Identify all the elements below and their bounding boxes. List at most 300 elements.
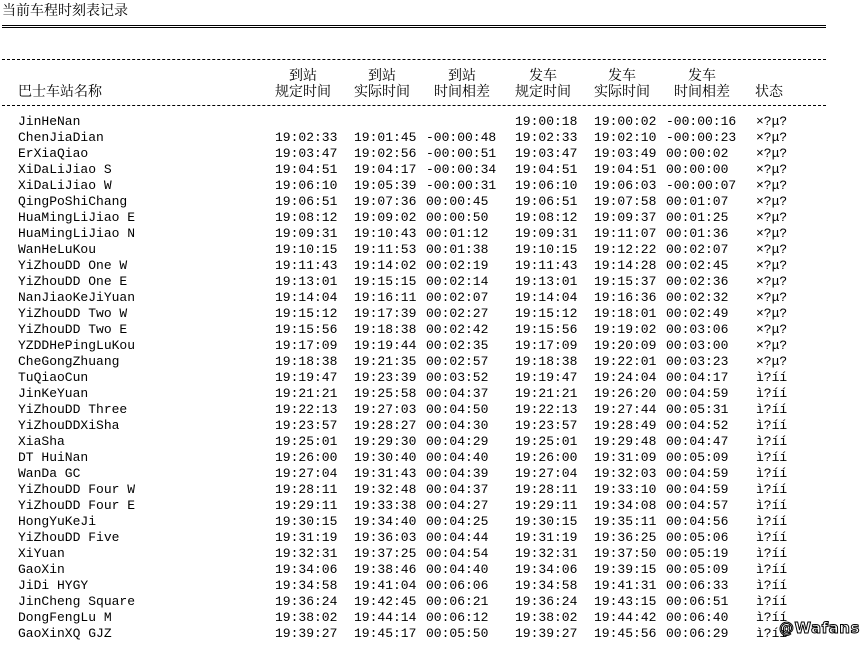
cell-arrival-actual: 19:28:27: [354, 418, 417, 433]
cell-departure-planned: 19:15:56: [515, 322, 578, 337]
cell-status: ì?íí: [756, 370, 788, 385]
cell-arrival-actual: 19:38:46: [354, 562, 417, 577]
cell-arrival-planned: 19:21:21: [275, 386, 338, 401]
cell-departure-diff: 00:06:51: [666, 594, 729, 609]
cell-departure-diff: 00:04:59: [666, 386, 729, 401]
cell-station-name: JinCheng Square: [18, 594, 136, 609]
cell-departure-planned: 19:14:04: [515, 290, 578, 305]
cell-departure-actual: 19:26:20: [594, 386, 657, 401]
cell-station-name: YiZhouDD Three: [18, 402, 128, 417]
cell-station-name: ChenJiaDian: [18, 130, 104, 145]
cell-departure-diff: 00:04:17: [666, 370, 729, 385]
cell-departure-actual: 19:02:10: [594, 130, 657, 145]
cell-arrival-actual: 19:36:03: [354, 530, 417, 545]
cell-arrival-planned: 19:06:10: [275, 178, 338, 193]
cell-arrival-actual: 19:15:15: [354, 274, 417, 289]
cell-status: ×?μ?: [756, 274, 788, 289]
cell-arrival-planned: 19:30:15: [275, 514, 338, 529]
cell-arrival-planned: 19:23:57: [275, 418, 338, 433]
table-row: [0, 114, 866, 130]
cell-arrival-planned: 19:10:15: [275, 242, 338, 257]
cell-arrival-planned: 19:13:01: [275, 274, 338, 289]
cell-arrival-planned: 19:27:04: [275, 466, 338, 481]
cell-arrival-planned: 19:19:47: [275, 370, 338, 385]
cell-departure-planned: 19:25:01: [515, 434, 578, 449]
cell-departure-planned: 19:23:57: [515, 418, 578, 433]
cell-status: ì?íí: [756, 482, 788, 497]
cell-station-name: CheGongZhuang: [18, 354, 120, 369]
cell-status: ×?μ?: [756, 210, 788, 225]
cell-departure-planned: 19:02:33: [515, 130, 578, 145]
cell-arrival-diff: 00:02:27: [426, 306, 489, 321]
table-row: [0, 466, 866, 482]
cell-departure-actual: 19:11:07: [594, 226, 657, 241]
cell-arrival-diff: 00:00:45: [426, 194, 489, 209]
cell-status: ×?μ?: [756, 226, 788, 241]
cell-departure-planned: 19:13:01: [515, 274, 578, 289]
table-row: [0, 514, 866, 530]
cell-station-name: YiZhouDD One E: [18, 274, 128, 289]
column-header-arrival-planned: 到站 规定时间: [275, 68, 331, 100]
cell-departure-actual: 19:03:49: [594, 146, 657, 161]
cell-departure-planned: 19:27:04: [515, 466, 578, 481]
table-row: [0, 498, 866, 514]
cell-departure-diff: 00:01:07: [666, 194, 729, 209]
cell-departure-diff: 00:02:36: [666, 274, 729, 289]
cell-arrival-actual: 19:09:02: [354, 210, 417, 225]
table-row: [0, 210, 866, 226]
cell-station-name: WanDa GC: [18, 466, 81, 481]
cell-arrival-diff: 00:04:40: [426, 450, 489, 465]
cell-station-name: JinKeYuan: [18, 386, 89, 401]
cell-departure-diff: 00:05:09: [666, 562, 729, 577]
table-row: [0, 322, 866, 338]
cell-arrival-actual: 19:45:17: [354, 626, 417, 641]
cell-arrival-actual: 19:17:39: [354, 306, 417, 321]
cell-arrival-actual: 19:44:14: [354, 610, 417, 625]
cell-status: ×?μ?: [756, 162, 788, 177]
cell-departure-planned: 19:26:00: [515, 450, 578, 465]
cell-arrival-actual: 19:14:02: [354, 258, 417, 273]
cell-departure-actual: 19:36:25: [594, 530, 657, 545]
cell-departure-diff: 00:05:09: [666, 450, 729, 465]
cell-departure-actual: 19:45:56: [594, 626, 657, 641]
cell-arrival-planned: 19:28:11: [275, 482, 338, 497]
cell-station-name: TuQiaoCun: [18, 370, 89, 385]
table-row: [0, 482, 866, 498]
cell-departure-actual: 19:41:31: [594, 578, 657, 593]
table-row: [0, 562, 866, 578]
page-title: 当前车程时刻表记录: [2, 3, 128, 19]
header-double-rule: [2, 25, 826, 28]
cell-arrival-planned: 19:17:09: [275, 338, 338, 353]
cell-arrival-planned: 19:02:33: [275, 130, 338, 145]
cell-arrival-diff: 00:01:12: [426, 226, 489, 241]
cell-station-name: YiZhouDD One W: [18, 258, 128, 273]
cell-station-name: XiDaLiJiao W: [18, 178, 112, 193]
cell-departure-planned: 19:08:12: [515, 210, 578, 225]
header-dashed-rule-top: [2, 59, 826, 60]
cell-arrival-actual: 19:19:44: [354, 338, 417, 353]
cell-arrival-actual: 19:30:40: [354, 450, 417, 465]
cell-arrival-planned: 19:18:38: [275, 354, 338, 369]
cell-departure-actual: 19:39:15: [594, 562, 657, 577]
cell-station-name: HongYuKeJi: [18, 514, 97, 529]
cell-departure-diff: 00:04:52: [666, 418, 729, 433]
cell-departure-planned: 19:31:19: [515, 530, 578, 545]
cell-departure-actual: 19:06:03: [594, 178, 657, 193]
cell-status: ì?íí: [756, 546, 788, 561]
cell-departure-planned: 19:18:38: [515, 354, 578, 369]
cell-arrival-diff: 00:04:27: [426, 498, 489, 513]
cell-departure-planned: 19:39:27: [515, 626, 578, 641]
cell-station-name: GaoXinXQ GJZ: [18, 626, 112, 641]
cell-station-name: DT HuiNan: [18, 450, 89, 465]
table-row: [0, 258, 866, 274]
column-header-departure-planned: 发车 规定时间: [515, 68, 571, 100]
cell-station-name: XiDaLiJiao S: [18, 162, 112, 177]
cell-departure-actual: 19:31:09: [594, 450, 657, 465]
cell-status: ì?íí: [756, 562, 788, 577]
cell-departure-diff: 00:04:47: [666, 434, 729, 449]
cell-departure-diff: 00:04:56: [666, 514, 729, 529]
cell-status: ×?μ?: [756, 194, 788, 209]
cell-departure-actual: 19:18:01: [594, 306, 657, 321]
cell-arrival-planned: 19:22:13: [275, 402, 338, 417]
cell-status: ì?íí: [756, 402, 788, 417]
cell-arrival-actual: 19:42:45: [354, 594, 417, 609]
cell-status: ì?íí: [756, 626, 788, 641]
cell-departure-diff: 00:05:31: [666, 402, 729, 417]
cell-departure-diff: 00:01:36: [666, 226, 729, 241]
cell-arrival-actual: 19:04:17: [354, 162, 417, 177]
cell-departure-diff: 00:03:06: [666, 322, 729, 337]
cell-status: ×?μ?: [756, 258, 788, 273]
table-row: [0, 130, 866, 146]
column-header-departure-diff: 发车 时间相差: [674, 68, 730, 100]
cell-departure-planned: 19:28:11: [515, 482, 578, 497]
cell-arrival-diff: 00:02:14: [426, 274, 489, 289]
cell-departure-planned: 19:19:47: [515, 370, 578, 385]
cell-departure-planned: 19:17:09: [515, 338, 578, 353]
cell-arrival-diff: 00:04:50: [426, 402, 489, 417]
cell-departure-actual: 19:44:42: [594, 610, 657, 625]
cell-station-name: DongFengLu M: [18, 610, 112, 625]
table-row: [0, 226, 866, 242]
cell-arrival-actual: 19:21:35: [354, 354, 417, 369]
cell-status: ×?μ?: [756, 306, 788, 321]
cell-station-name: XiYuan: [18, 546, 65, 561]
cell-arrival-diff: 00:00:50: [426, 210, 489, 225]
cell-arrival-planned: 19:09:31: [275, 226, 338, 241]
cell-station-name: YiZhouDD Four W: [18, 482, 136, 497]
cell-departure-diff: 00:04:57: [666, 498, 729, 513]
cell-arrival-actual: 19:34:40: [354, 514, 417, 529]
table-row: [0, 306, 866, 322]
cell-departure-planned: 19:34:58: [515, 578, 578, 593]
cell-arrival-planned: 19:15:12: [275, 306, 338, 321]
cell-station-name: QingPoShiChang: [18, 194, 128, 209]
table-row: [0, 162, 866, 178]
cell-arrival-diff: 00:04:29: [426, 434, 489, 449]
cell-departure-diff: 00:00:00: [666, 162, 729, 177]
cell-arrival-planned: 19:08:12: [275, 210, 338, 225]
cell-status: ×?μ?: [756, 114, 788, 129]
cell-status: ì?íí: [756, 386, 788, 401]
cell-arrival-diff: 00:02:57: [426, 354, 489, 369]
cell-arrival-diff: 00:06:06: [426, 578, 489, 593]
cell-arrival-actual: 19:23:39: [354, 370, 417, 385]
cell-departure-actual: 19:22:01: [594, 354, 657, 369]
cell-departure-diff: -00:00:23: [666, 130, 737, 145]
cell-departure-actual: 19:28:49: [594, 418, 657, 433]
cell-departure-actual: 19:09:37: [594, 210, 657, 225]
cell-arrival-diff: 00:02:19: [426, 258, 489, 273]
cell-arrival-diff: 00:04:39: [426, 466, 489, 481]
table-row: [0, 546, 866, 562]
cell-station-name: YiZhouDD Five: [18, 530, 120, 545]
cell-status: ×?μ?: [756, 338, 788, 353]
cell-arrival-planned: 19:04:51: [275, 162, 338, 177]
cell-arrival-actual: 19:07:36: [354, 194, 417, 209]
cell-station-name: ErXiaQiao: [18, 146, 89, 161]
cell-arrival-diff: 00:04:30: [426, 418, 489, 433]
cell-departure-actual: 19:14:28: [594, 258, 657, 273]
table-row: [0, 402, 866, 418]
cell-departure-planned: 19:21:21: [515, 386, 578, 401]
cell-departure-actual: 19:34:08: [594, 498, 657, 513]
cell-departure-planned: 19:06:10: [515, 178, 578, 193]
cell-arrival-actual: 19:41:04: [354, 578, 417, 593]
cell-departure-planned: 19:10:15: [515, 242, 578, 257]
cell-status: ì?íí: [756, 578, 788, 593]
cell-arrival-planned: 19:34:06: [275, 562, 338, 577]
cell-departure-planned: 19:15:12: [515, 306, 578, 321]
cell-arrival-actual: 19:10:43: [354, 226, 417, 241]
cell-arrival-actual: 19:18:38: [354, 322, 417, 337]
cell-departure-actual: 19:20:09: [594, 338, 657, 353]
column-header-status: 状态: [755, 84, 783, 100]
cell-status: ì?íí: [756, 450, 788, 465]
cell-station-name: NanJiaoKeJiYuan: [18, 290, 136, 305]
column-header-arrival-diff: 到站 时间相差: [434, 68, 490, 100]
cell-arrival-planned: 19:25:01: [275, 434, 338, 449]
cell-departure-diff: 00:05:19: [666, 546, 729, 561]
watermark: @Wafans: [779, 619, 860, 637]
cell-status: ì?íí: [756, 466, 788, 481]
table-row: [0, 434, 866, 450]
cell-arrival-actual: 19:32:48: [354, 482, 417, 497]
cell-departure-planned: 19:34:06: [515, 562, 578, 577]
cell-status: ì?íí: [756, 498, 788, 513]
cell-arrival-diff: 00:02:35: [426, 338, 489, 353]
cell-status: ì?íí: [756, 610, 788, 625]
cell-departure-actual: 19:16:36: [594, 290, 657, 305]
cell-arrival-planned: 19:38:02: [275, 610, 338, 625]
cell-status: ×?μ?: [756, 146, 788, 161]
cell-departure-actual: 19:19:02: [594, 322, 657, 337]
cell-departure-actual: 19:29:48: [594, 434, 657, 449]
cell-station-name: JiDi HYGY: [18, 578, 89, 593]
cell-departure-planned: 19:00:18: [515, 114, 578, 129]
cell-station-name: XiaSha: [18, 434, 65, 449]
cell-departure-actual: 19:32:03: [594, 466, 657, 481]
cell-departure-diff: 00:06:40: [666, 610, 729, 625]
cell-departure-diff: 00:03:00: [666, 338, 729, 353]
cell-departure-planned: 19:22:13: [515, 402, 578, 417]
cell-station-name: WanHeLuKou: [18, 242, 97, 257]
cell-status: ì?íí: [756, 530, 788, 545]
cell-departure-actual: 19:37:50: [594, 546, 657, 561]
cell-departure-actual: 19:35:11: [594, 514, 657, 529]
cell-arrival-planned: 19:11:43: [275, 258, 338, 273]
cell-status: ì?íí: [756, 514, 788, 529]
cell-arrival-planned: 19:31:19: [275, 530, 338, 545]
cell-departure-diff: 00:06:33: [666, 578, 729, 593]
table-row: [0, 530, 866, 546]
cell-arrival-diff: -00:00:48: [426, 130, 497, 145]
cell-arrival-actual: 19:11:53: [354, 242, 417, 257]
cell-departure-planned: 19:36:24: [515, 594, 578, 609]
cell-station-name: HuaMingLiJiao E: [18, 210, 136, 225]
cell-arrival-planned: 19:26:00: [275, 450, 338, 465]
cell-departure-diff: 00:06:29: [666, 626, 729, 641]
cell-station-name: YiZhouDD Four E: [18, 498, 136, 513]
cell-departure-actual: 19:33:10: [594, 482, 657, 497]
cell-arrival-diff: 00:02:42: [426, 322, 489, 337]
cell-status: ì?íí: [756, 594, 788, 609]
cell-arrival-diff: 00:04:25: [426, 514, 489, 529]
cell-departure-planned: 19:30:15: [515, 514, 578, 529]
table-row: [0, 370, 866, 386]
cell-departure-diff: -00:00:16: [666, 114, 737, 129]
cell-arrival-planned: 19:14:04: [275, 290, 338, 305]
table-row: [0, 178, 866, 194]
cell-station-name: YZDDHePingLuKou: [18, 338, 136, 353]
cell-departure-diff: 00:04:59: [666, 466, 729, 481]
cell-departure-actual: 19:04:51: [594, 162, 657, 177]
cell-arrival-diff: 00:03:52: [426, 370, 489, 385]
cell-departure-planned: 19:11:43: [515, 258, 578, 273]
table-row: [0, 386, 866, 402]
cell-station-name: GaoXin: [18, 562, 65, 577]
cell-arrival-actual: 19:27:03: [354, 402, 417, 417]
timetable-rows: [0, 114, 866, 642]
cell-arrival-actual: 19:02:56: [354, 146, 417, 161]
cell-station-name: YiZhouDDXiSha: [18, 418, 120, 433]
cell-status: ×?μ?: [756, 130, 788, 145]
cell-arrival-planned: 19:34:58: [275, 578, 338, 593]
cell-arrival-diff: 00:04:54: [426, 546, 489, 561]
cell-arrival-diff: 00:04:37: [426, 482, 489, 497]
cell-arrival-diff: -00:00:34: [426, 162, 497, 177]
cell-departure-diff: 00:02:07: [666, 242, 729, 257]
table-row: [0, 274, 866, 290]
table-row: [0, 194, 866, 210]
table-row: [0, 594, 866, 610]
cell-departure-actual: 19:43:15: [594, 594, 657, 609]
cell-station-name: YiZhouDD Two E: [18, 322, 128, 337]
cell-departure-diff: 00:02:45: [666, 258, 729, 273]
table-row: [0, 338, 866, 354]
cell-departure-actual: 19:27:44: [594, 402, 657, 417]
column-header-departure-actual: 发车 实际时间: [594, 68, 650, 100]
cell-departure-diff: 00:02:49: [666, 306, 729, 321]
cell-departure-planned: 19:04:51: [515, 162, 578, 177]
cell-arrival-diff: 00:01:38: [426, 242, 489, 257]
cell-arrival-planned: 19:06:51: [275, 194, 338, 209]
cell-departure-diff: 00:02:32: [666, 290, 729, 305]
cell-departure-planned: 19:32:31: [515, 546, 578, 561]
cell-arrival-actual: 19:01:45: [354, 130, 417, 145]
table-row: [0, 450, 866, 466]
cell-arrival-diff: -00:00:31: [426, 178, 497, 193]
table-row: [0, 578, 866, 594]
cell-arrival-diff: 00:05:50: [426, 626, 489, 641]
cell-status: ×?μ?: [756, 354, 788, 369]
cell-arrival-planned: 19:03:47: [275, 146, 338, 161]
cell-arrival-actual: 19:31:43: [354, 466, 417, 481]
cell-departure-actual: 19:12:22: [594, 242, 657, 257]
cell-departure-planned: 19:06:51: [515, 194, 578, 209]
cell-arrival-planned: 19:32:31: [275, 546, 338, 561]
cell-status: ì?íí: [756, 418, 788, 433]
cell-departure-planned: 19:38:02: [515, 610, 578, 625]
cell-departure-planned: 19:09:31: [515, 226, 578, 241]
cell-departure-diff: 00:03:23: [666, 354, 729, 369]
cell-arrival-diff: 00:04:44: [426, 530, 489, 545]
cell-station-name: JinHeNan: [18, 114, 81, 129]
cell-departure-actual: 19:24:04: [594, 370, 657, 385]
cell-arrival-diff: -00:00:51: [426, 146, 497, 161]
cell-departure-planned: 19:03:47: [515, 146, 578, 161]
cell-arrival-actual: 19:25:58: [354, 386, 417, 401]
cell-arrival-planned: 19:36:24: [275, 594, 338, 609]
cell-station-name: YiZhouDD Two W: [18, 306, 128, 321]
cell-departure-planned: 19:29:11: [515, 498, 578, 513]
cell-arrival-actual: 19:37:25: [354, 546, 417, 561]
cell-status: ì?íí: [756, 434, 788, 449]
cell-departure-diff: 00:05:06: [666, 530, 729, 545]
column-header-arrival-actual: 到站 实际时间: [354, 68, 410, 100]
cell-arrival-diff: 00:04:37: [426, 386, 489, 401]
cell-status: ×?μ?: [756, 322, 788, 337]
cell-arrival-planned: 19:15:56: [275, 322, 338, 337]
table-row: [0, 610, 866, 626]
cell-arrival-actual: 19:16:11: [354, 290, 417, 305]
cell-status: ×?μ?: [756, 178, 788, 193]
cell-arrival-planned: 19:29:11: [275, 498, 338, 513]
cell-arrival-diff: 00:06:12: [426, 610, 489, 625]
cell-departure-diff: -00:00:07: [666, 178, 737, 193]
cell-arrival-actual: 19:29:30: [354, 434, 417, 449]
cell-arrival-diff: 00:06:21: [426, 594, 489, 609]
table-row: [0, 626, 866, 642]
cell-status: ×?μ?: [756, 242, 788, 257]
cell-departure-actual: 19:00:02: [594, 114, 657, 129]
cell-departure-actual: 19:07:58: [594, 194, 657, 209]
cell-arrival-diff: 00:02:07: [426, 290, 489, 305]
cell-arrival-planned: 19:39:27: [275, 626, 338, 641]
table-row: [0, 418, 866, 434]
table-row: [0, 146, 866, 162]
cell-departure-diff: 00:04:59: [666, 482, 729, 497]
table-row: [0, 242, 866, 258]
cell-arrival-actual: 19:33:38: [354, 498, 417, 513]
header-dashed-rule-bottom: [2, 105, 826, 106]
cell-departure-diff: 00:01:25: [666, 210, 729, 225]
cell-arrival-diff: 00:04:40: [426, 562, 489, 577]
